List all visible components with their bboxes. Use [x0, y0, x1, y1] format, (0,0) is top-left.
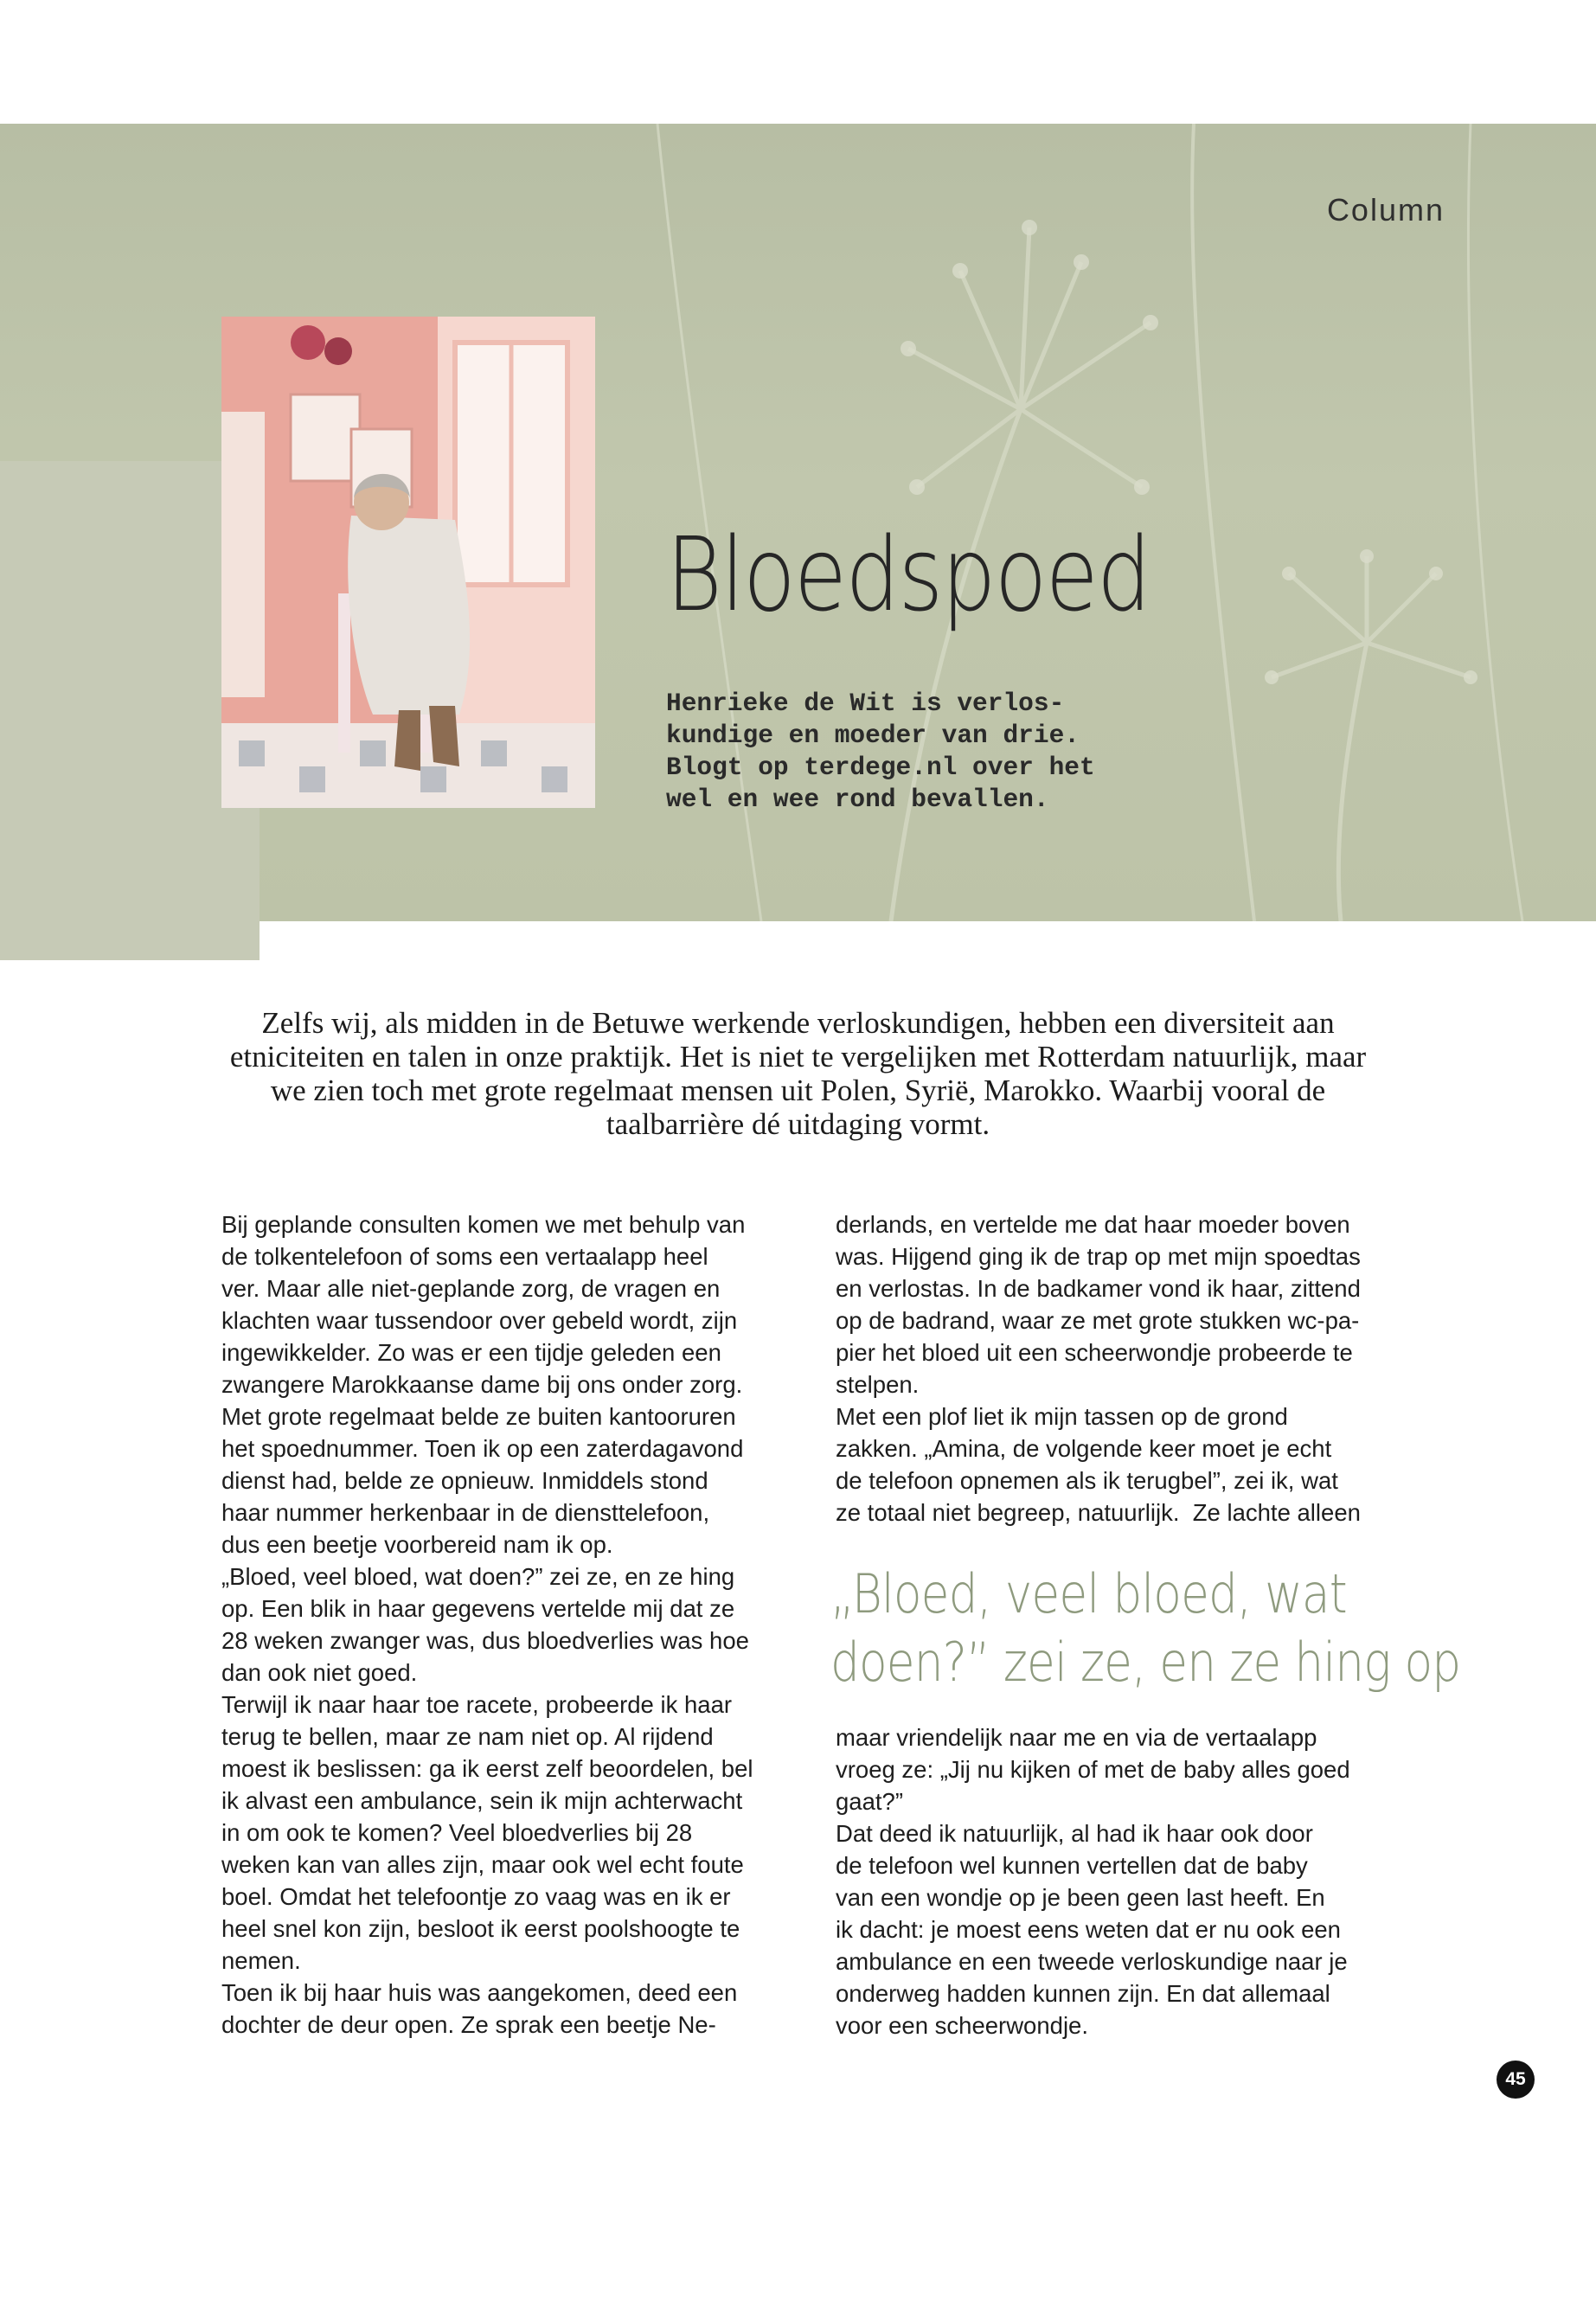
- article-intro: Zelfs wij, als midden in de Betuwe werkende verloskundigen, hebben een diversiteit aan etniciteiten en talen in onze praktijk. Het is niet te vergelijken met Rotterdam natuurlijk, maar we zien toch met grote regelmaat mensen uit Polen, Syrië, Marokko. Waarbij vooral de taalbarrière dé uitdaging vormt.: [229, 1006, 1367, 1141]
- body-column-right-top: derlands, en vertelde me dat haar moeder boven was. Hijgend ging ik de trap op met mijn spoedtas en verlostas. In de badkamer vond ik haar, zittend op de badrand, waar ze met grote stukken wc-pa- pier het bloed uit een scheerwondje probeerde te stelpen. Met een plof liet ik mijn tassen op de grond zakken. „Amina, de volgende keer moet je echt de telefoon opnemen als ik terugbel”, zei ik, wat ze totaal niet begreep, natuurlijk. Ze lachte alleen: [836, 1211, 1361, 1526]
- section-label: Column: [1326, 192, 1445, 228]
- article-title: Bloedspoed: [666, 515, 1151, 634]
- author-photo-illustration: [221, 317, 595, 808]
- page-number-badge: 45: [1497, 2061, 1535, 2099]
- body-column-right-bottom: maar vriendelijk naar me en via de vertaalapp vroeg ze: „Jij nu kijken of met de baby alles goed gaat?” Dat deed ik natuurlijk, al had ik haar ook door de telefoon wel kunnen vertellen dat de baby van een wondje op je been geen last heeft. En ik dacht: je moest eens weten dat er nu ook een ambulance en een tweede verloskundige naar je onderweg hadden kunnen zijn. En dat allemaal voor een scheerwondje.: [836, 1724, 1350, 2039]
- pull-quote: „Bloed, veel bloed, wat doen?” zei ze, en ze hing op: [830, 1562, 1461, 1694]
- body-column-left: Bij geplande consulten komen we met behulp van de tolkentelefoon of soms een vertaalapp heel ver. Maar alle niet-geplande zorg, de vragen en klachten waar tussendoor over gebeld wordt, zijn ingewikkelder. Zo was er een tijdje geleden een zwangere Marokkaanse dame bij ons onder zorg. Met grote regelmaat belde ze buiten kantooruren het spoednummer. Toen ik op een zaterdagavond dienst had, belde ze opnieuw. Inmiddels stond haar nummer herkenbaar in de diensttelefoon, dus een beetje voorbereid nam ik op. „Bloed, veel bloed, wat doen?” zei ze, en ze hing op. Een blik in haar gegevens vertelde mij dat ze 28 weken zwanger was, dus bloedverlies was hoe dan ook niet goed. Terwijl ik naar haar toe racete, probeerde ik haar terug te bellen, maar ze nam niet op. Al rijdend moest ik beslissen: ga ik eerst zelf beoordelen, bel ik alvast een ambulance, sein ik mijn achterwacht in om ook te komen? Veel bloedverlies bij 28 weken kan van alles zijn, maar ook wel echt foute boel. Omdat het telefoontje zo vaag was en ik er heel snel kon zijn, besloot ik eerst poolshoogte te nemen. Toen ik bij haar huis was aangekomen, deed een dochter de deur open. Ze sprak een beetje Ne-: [221, 1211, 753, 2038]
- author-byline: Henrieke de Wit is verlos- kundige en moeder van drie. Blogt op terdege.nl over het wel en wee rond bevallen.: [666, 689, 1095, 814]
- author-photo: [221, 317, 595, 808]
- decorative-side-block: [0, 461, 260, 960]
